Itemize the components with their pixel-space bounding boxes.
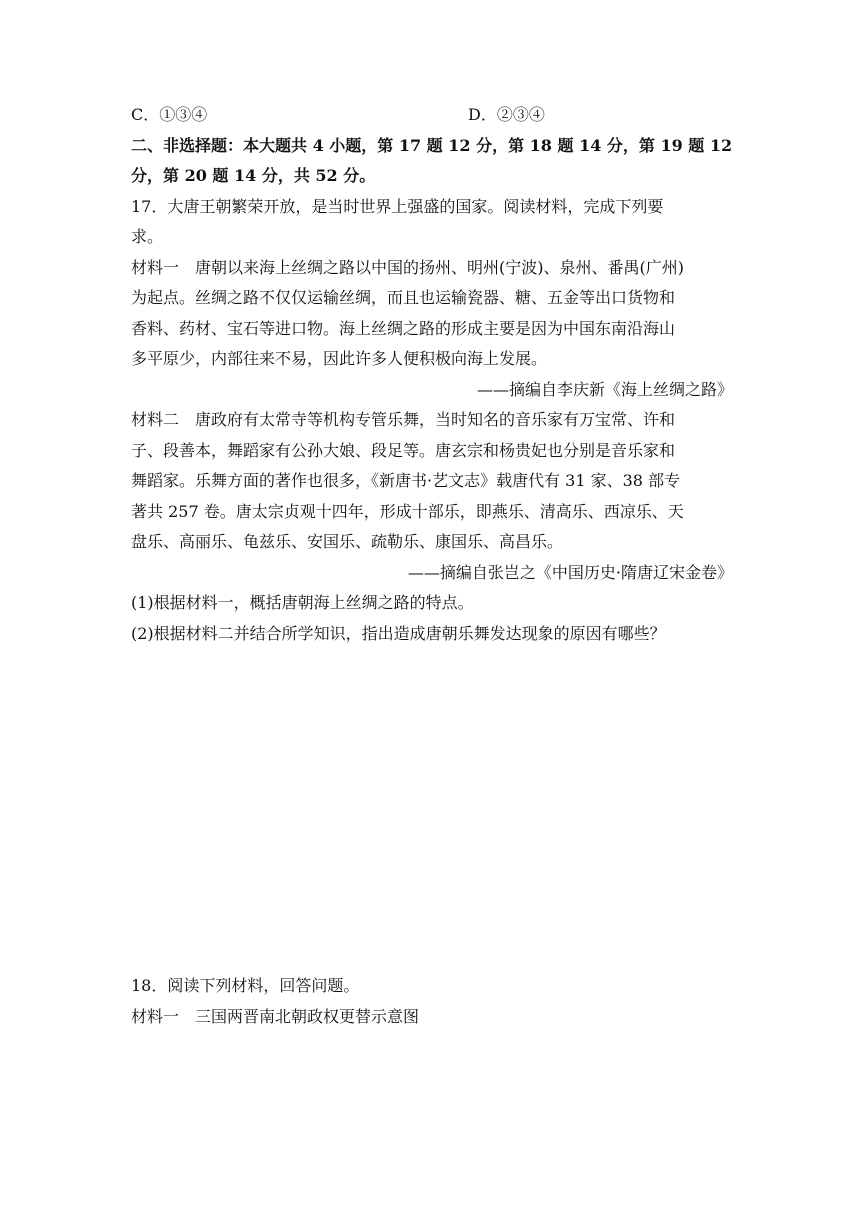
- q18-stem: 18．阅读下列材料，回答问题。: [131, 976, 360, 995]
- q17-stem-line-2: 求。: [131, 227, 164, 246]
- material-2-source: ——摘编自张岂之《中国历史·隋唐辽宋金卷》: [407, 562, 733, 582]
- page-content: [131, 100, 733, 1032]
- material-2-line-5: 盘乐、高丽乐、龟兹乐、安国乐、疏勒乐、康国乐、高昌乐。: [131, 532, 564, 551]
- q17-stem-line-1: 17．大唐王朝繁荣开放，是当时世界上强盛的国家。阅读材料，完成下列要: [131, 196, 664, 216]
- q17-material-2: [131, 405, 733, 588]
- q18-material-1-title: 材料一 三国两晋南北朝政权更替示意图: [131, 1006, 420, 1026]
- answer-blank-space: [131, 649, 733, 971]
- section-heading-line-1: 二、非选择题：本大题共 4 小题，第 17 题 12 分，第 18 题 14 分，第 19 题 12: [131, 135, 733, 155]
- material-1-line-3: 香料、药材、宝石等进口物。海上丝绸之路的形成主要是因为中国东南沿海山: [131, 318, 676, 338]
- material-2-line-2: 子、段善本，舞蹈家有公孙大娘、段足等。唐玄宗和杨贵妃也分别是音乐家和: [131, 440, 676, 460]
- q17-subquestion-2: (2)根据材料二并结合所学知识，指出造成唐朝乐舞发达现象的原因有哪些？: [131, 623, 666, 643]
- answer-options-row: [131, 100, 733, 131]
- material-1-line-2: 为起点。丝绸之路不仅仅运输丝绸，而且也运输瓷器、糖、五金等出口货物和: [131, 288, 676, 307]
- option-d: D．②③④: [468, 105, 545, 124]
- q17-material-1: [131, 253, 733, 406]
- section-heading-line-2: 分，第 20 题 14 分，共 52 分。: [131, 166, 376, 185]
- q17-subquestion-1: (1)根据材料一，概括唐朝海上丝绸之路的特点。: [131, 593, 474, 612]
- material-2-line-4: 著共 257 卷。唐太宗贞观十四年，形成十部乐，即燕乐、清高乐、西凉乐、天: [131, 501, 684, 521]
- material-1-line-1: 材料一 唐朝以来海上丝绸之路以中国的扬州、明州(宁波)、泉州、番禺(广州): [131, 257, 684, 277]
- material-2-line-1: 材料二 唐政府有太常寺等机构专管乐舞，当时知名的音乐家有万宝常、许和: [131, 410, 676, 429]
- material-2-line-3: 舞蹈家。乐舞方面的著作也很多，《新唐书·艺文志》载唐代有 31 家、38 部专: [131, 471, 681, 490]
- material-1-source: ——摘编自李庆新《海上丝绸之路》: [476, 379, 733, 399]
- option-c: C．①③④: [131, 105, 208, 124]
- material-1-line-4: 多平原少，内部往来不易，因此许多人便积极向海上发展。: [131, 349, 548, 368]
